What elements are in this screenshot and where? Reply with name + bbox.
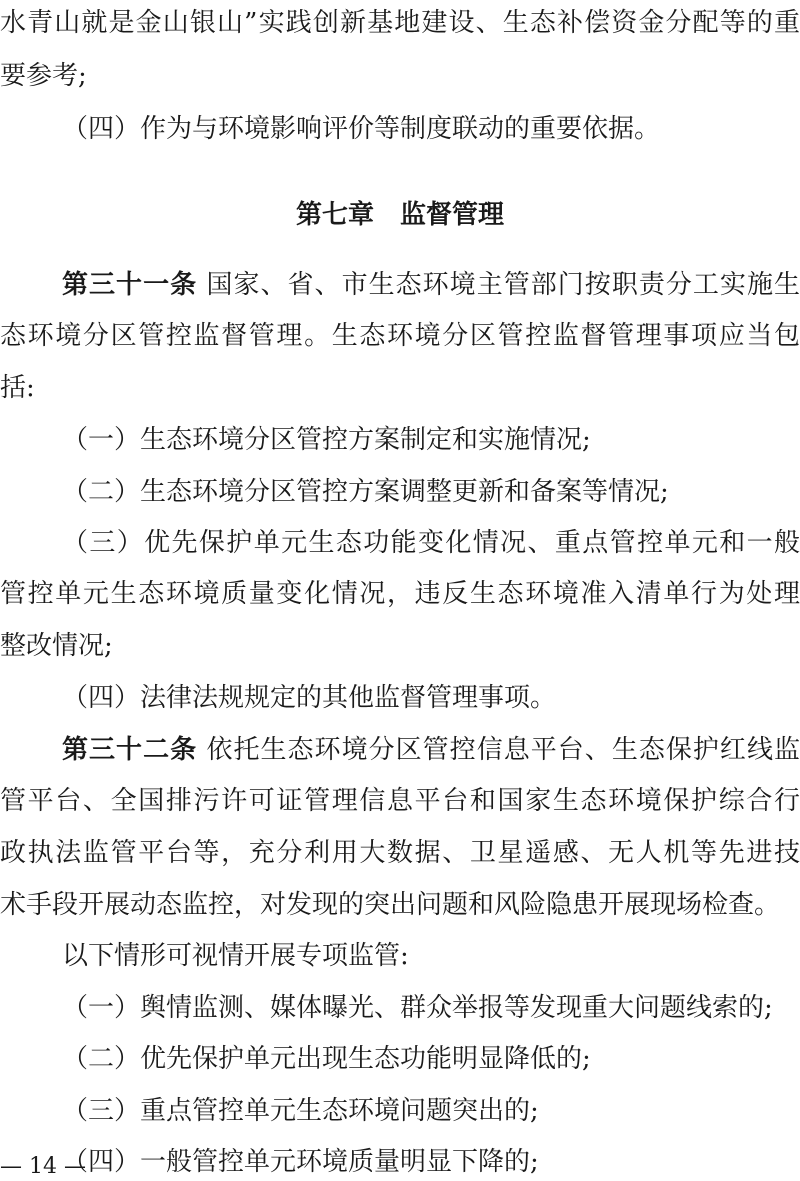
list-item: （三）重点管控单元生态环境问题突出的; (62, 1095, 539, 1126)
list-item: （一）生态环境分区管控方案制定和实施情况; (62, 425, 591, 456)
list-item: （三）优先保护单元生态功能变化情况、重点管控单元和一般 (62, 528, 800, 559)
body-text-line: 水青山就是金山银山”实践创新基地建设、生态补偿资金分配等的重 (0, 8, 800, 38)
body-text-line: 整改情况; (0, 630, 113, 661)
body-text-line: 以下情形可视情开展专项监管: (62, 941, 409, 972)
list-item: （四）作为与环境影响评价等制度联动的重要依据。 (62, 113, 661, 144)
list-item: （一）舆情监测、媒体曝光、群众举报等发现重大问题线索的; (62, 992, 773, 1023)
body-text-line: 要参考; (0, 61, 87, 92)
body-text-line: 管控单元生态环境质量变化情况，违反生态环境准入清单行为处理 (0, 579, 800, 610)
page-number: — 14 — (0, 1154, 86, 1179)
body-text-line: 政执法监管平台等，充分利用大数据、卫星遥感、无人机等先进技 (0, 837, 800, 868)
list-item: （二）生态环境分区管控方案调整更新和备案等情况; (62, 476, 669, 507)
article-first-line (0, 268, 800, 302)
chapter-title: 监督管理 (400, 200, 505, 230)
article-text: 国家、省、市生态环境主管部门按职责分工实施生 (206, 269, 800, 300)
body-text-line: 管平台、全国排污许可证管理信息平台和国家生态环境保护综合行 (0, 786, 800, 817)
body-text-line: 态环境分区管控监督管理。生态环境分区管控监督管理事项应当包 (0, 321, 800, 352)
body-text-line: 术手段开展动态监控，对发现的突出问题和风险隐患开展现场检查。 (0, 889, 781, 920)
article-heading: 第三十二条 (62, 734, 198, 765)
list-item: （二）优先保护单元出现生态功能明显降低的; (62, 1044, 591, 1075)
chapter-number: 第七章 (295, 200, 374, 230)
body-text-line: 括: (0, 372, 35, 403)
article-first-line (0, 733, 800, 767)
list-item: （四）法律法规规定的其他监督管理事项。 (62, 683, 557, 714)
article-text: 依托生态环境分区管控信息平台、生态保护红线监 (206, 734, 800, 765)
list-item: （四）一般管控单元环境质量明显下降的; (62, 1147, 539, 1177)
chapter-heading (0, 198, 800, 232)
article-heading: 第三十一条 (62, 269, 198, 300)
